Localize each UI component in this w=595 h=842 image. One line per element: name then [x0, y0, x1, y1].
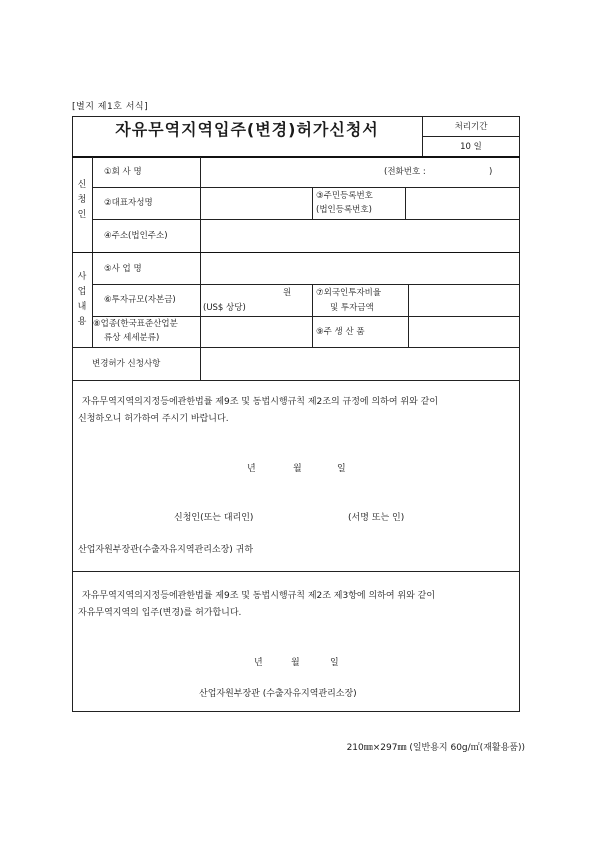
approval-issuer: 산업자원부장관 (수출자유지역관리소장) — [199, 689, 357, 699]
main-product-label: ⑨주 생 산 품 — [316, 327, 365, 337]
company-name-label: ①회 사 명 — [104, 167, 142, 177]
divider — [92, 316, 520, 317]
foreign-ratio-label: ⑦외국인투자비율 — [316, 288, 382, 298]
usd-equivalent: (US$ 상당) — [203, 303, 246, 313]
approval-date-year: 년 — [254, 658, 263, 668]
divider — [92, 187, 520, 188]
divider — [72, 156, 520, 158]
approval-date-day: 일 — [330, 658, 339, 668]
form-title: 자유무역지역입주(변경)허가신청서 — [115, 120, 379, 139]
application-date-year: 년 — [247, 464, 256, 474]
phone-label: (전화번호 : — [384, 167, 426, 177]
address-label: ④주소(법인주소) — [104, 231, 168, 241]
divider — [72, 347, 520, 348]
application-text-line2: 신청하오니 허가하여 주시기 바랍니다. — [78, 414, 229, 424]
application-text-line1: 자유무역지역의지정등에관한법률 제9조 및 동법시행규칙 제2조의 규정에 의하여 위와 같이 — [82, 397, 439, 407]
divider — [72, 252, 520, 253]
divider — [72, 571, 520, 572]
paper-spec: 210㎜×297㎜ (일반용지 60g/㎡(재활용품)) — [346, 743, 525, 753]
divider — [312, 284, 313, 347]
approval-date-month: 월 — [291, 658, 300, 668]
business-name-label: ⑤사 업 명 — [104, 264, 142, 274]
resident-number-label: ③주민등록번호 — [316, 191, 373, 201]
divider — [405, 187, 406, 219]
application-date-month: 월 — [293, 464, 302, 474]
business-group-label: 사업내용 — [77, 272, 87, 327]
industry-label: ⑧업종(한국표준산업분 — [93, 319, 178, 329]
divider — [72, 380, 520, 381]
approval-text-line2: 자유무역지역의 입주(변경)를 허가합니다. — [78, 608, 242, 618]
approval-text-line1: 자유무역지역의지정등에관한법률 제9조 및 동법시행규칙 제2조 제3항에 의하여 위와 같이 — [82, 591, 436, 601]
addressee: 산업자원부장관(수출자유지역관리소장) 귀하 — [78, 545, 254, 555]
divider — [312, 187, 313, 219]
phone-close: ) — [489, 167, 493, 177]
processing-period-value: 10 일 — [460, 142, 482, 152]
change-items-label: 변경허가 신청사항 — [92, 359, 161, 369]
applicant-signer: 신청인(또는 대리인) — [174, 513, 254, 523]
industry-classification-label: 류상 세세분류) — [104, 333, 160, 343]
divider — [408, 284, 409, 347]
representative-label: ②대표자성명 — [104, 198, 153, 208]
investment-amount-label: 및 투자금액 — [330, 303, 374, 313]
signature-note: (서명 또는 인) — [348, 513, 405, 523]
applicant-group-label: 신청인 — [77, 180, 87, 220]
form-number: [별지 제1호 서식] — [72, 102, 149, 112]
processing-period-label: 처리기간 — [454, 122, 488, 132]
divider — [92, 284, 520, 285]
divider — [422, 136, 520, 137]
corporate-number-label: (법인등록번호) — [316, 205, 372, 215]
application-date-day: 일 — [337, 464, 346, 474]
divider — [92, 219, 520, 220]
investment-scale-label: ⑥투자규모(자본금) — [104, 295, 176, 305]
won-unit: 원 — [283, 288, 292, 298]
